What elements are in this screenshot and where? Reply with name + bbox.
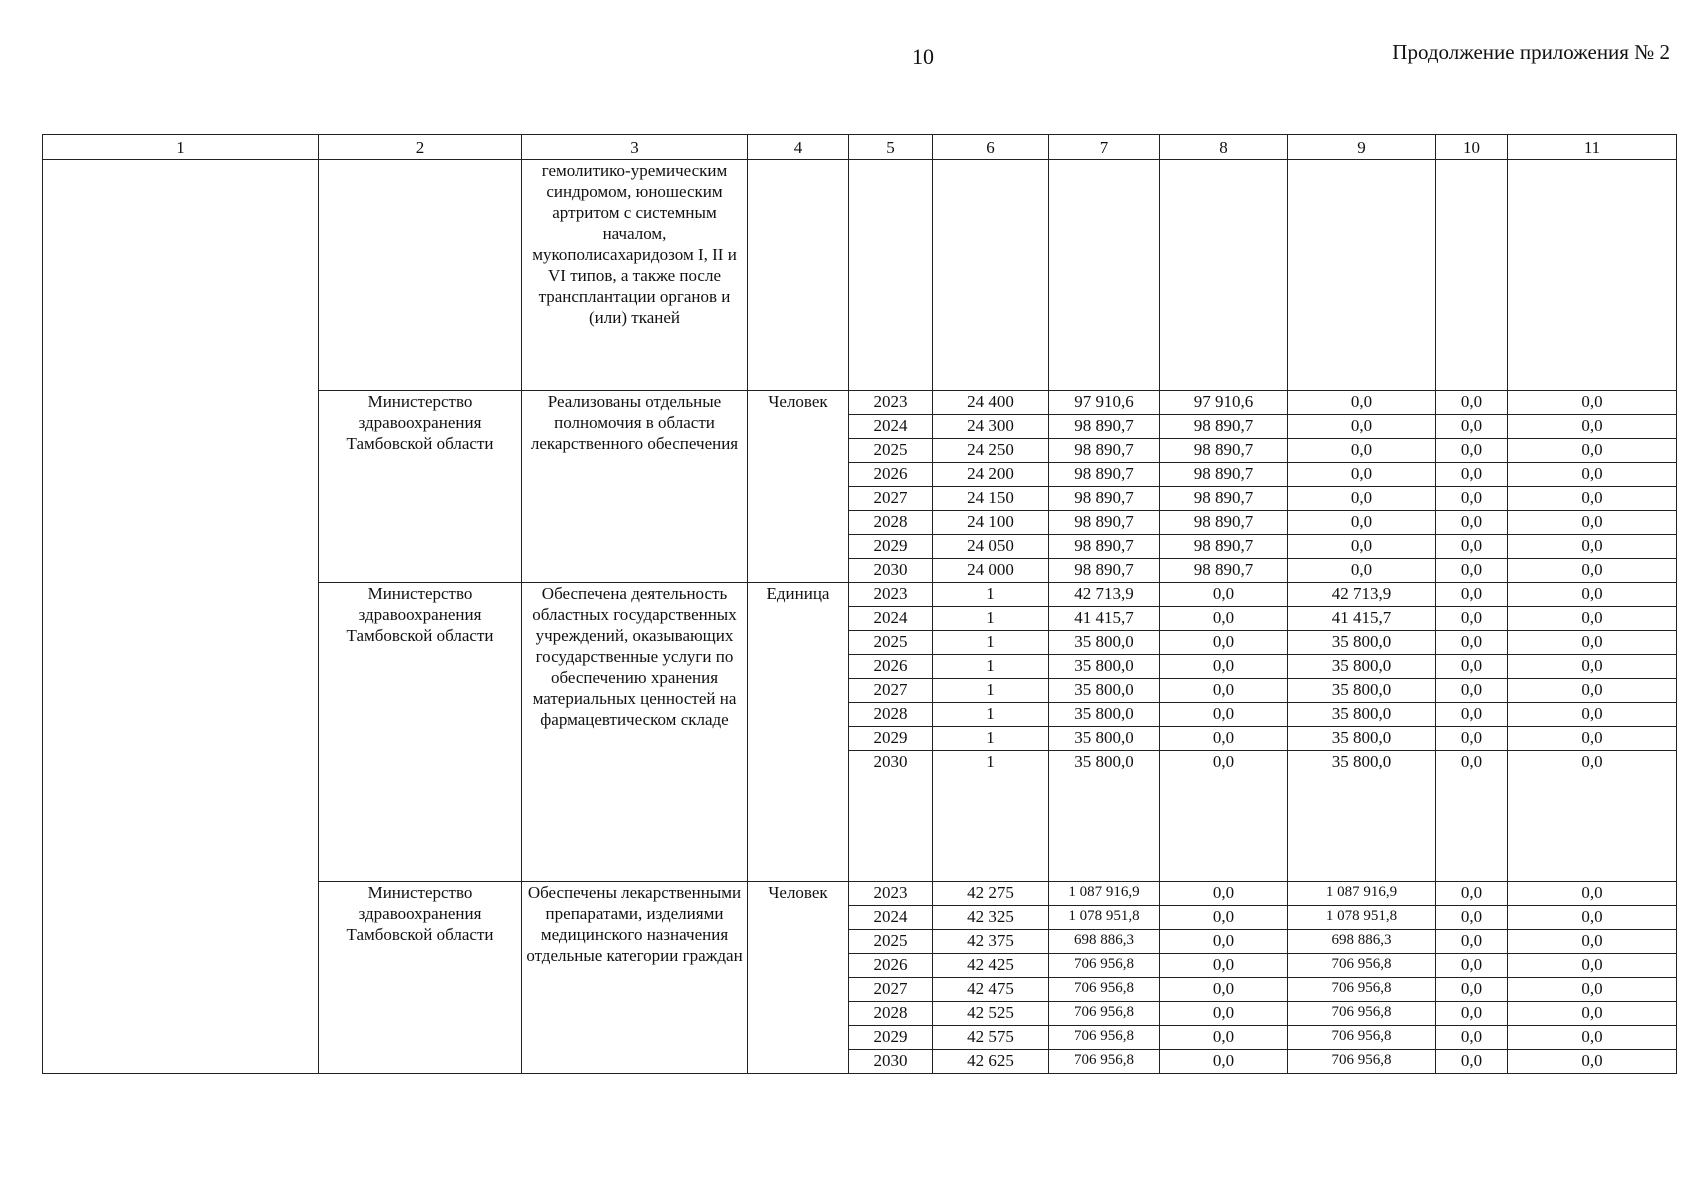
- value-cell: 24 000: [933, 559, 1049, 583]
- cell-col1: [43, 160, 319, 1074]
- year-cell: 2026: [849, 655, 933, 679]
- value-cell: 1: [933, 631, 1049, 655]
- value-cell: 35 800,0: [1288, 751, 1436, 882]
- value-cell: 706 956,8: [1288, 1002, 1436, 1026]
- value-cell: 0,0: [1436, 751, 1508, 882]
- year-cell: 2023: [849, 583, 933, 607]
- value-cell: 0,0: [1436, 463, 1508, 487]
- value-cell: 24 050: [933, 535, 1049, 559]
- column-header: 5: [849, 135, 933, 160]
- value-cell: 35 800,0: [1049, 679, 1160, 703]
- ministry-cell: Министерство здравоохранения Тамбовской области: [319, 391, 522, 583]
- value-cell: 0,0: [1288, 511, 1436, 535]
- cell-col4: [748, 160, 849, 391]
- cell-col5: [849, 160, 933, 391]
- value-cell: 0,0: [1508, 655, 1677, 679]
- value-cell: 0,0: [1288, 439, 1436, 463]
- value-cell: 0,0: [1508, 1050, 1677, 1074]
- value-cell: 98 890,7: [1160, 511, 1288, 535]
- value-cell: 1 087 916,9: [1288, 882, 1436, 906]
- value-cell: 0,0: [1436, 930, 1508, 954]
- unit-cell: Человек: [748, 882, 849, 1074]
- value-cell: 698 886,3: [1049, 930, 1160, 954]
- value-cell: 24 200: [933, 463, 1049, 487]
- cell-col10: [1436, 160, 1508, 391]
- value-cell: 0,0: [1160, 1050, 1288, 1074]
- year-cell: 2029: [849, 535, 933, 559]
- value-cell: 0,0: [1508, 930, 1677, 954]
- result-cell: Обеспечены лекарственными препаратами, изделиями медицинского назначения отдельные категории граждан: [522, 882, 748, 1074]
- value-cell: 0,0: [1436, 906, 1508, 930]
- value-cell: 0,0: [1436, 954, 1508, 978]
- value-cell: 1 078 951,8: [1049, 906, 1160, 930]
- year-cell: 2027: [849, 978, 933, 1002]
- value-cell: 24 300: [933, 415, 1049, 439]
- year-cell: 2024: [849, 607, 933, 631]
- value-cell: 1: [933, 607, 1049, 631]
- cell-col8: [1160, 160, 1288, 391]
- value-cell: 42 425: [933, 954, 1049, 978]
- value-cell: 0,0: [1508, 439, 1677, 463]
- value-cell: 0,0: [1436, 391, 1508, 415]
- value-cell: 0,0: [1436, 679, 1508, 703]
- value-cell: 35 800,0: [1049, 727, 1160, 751]
- value-cell: 97 910,6: [1049, 391, 1160, 415]
- value-cell: 1: [933, 703, 1049, 727]
- year-cell: 2024: [849, 415, 933, 439]
- value-cell: 42 475: [933, 978, 1049, 1002]
- value-cell: 98 890,7: [1160, 439, 1288, 463]
- column-header: 1: [43, 135, 319, 160]
- value-cell: 0,0: [1508, 463, 1677, 487]
- value-cell: 0,0: [1160, 906, 1288, 930]
- ministry-cell: Министерство здравоохранения Тамбовской области: [319, 882, 522, 1074]
- value-cell: 706 956,8: [1288, 954, 1436, 978]
- unit-cell: Человек: [748, 391, 849, 583]
- year-cell: 2025: [849, 631, 933, 655]
- value-cell: 35 800,0: [1049, 751, 1160, 882]
- value-cell: 0,0: [1508, 906, 1677, 930]
- value-cell: 0,0: [1160, 607, 1288, 631]
- value-cell: 42 713,9: [1049, 583, 1160, 607]
- value-cell: 98 890,7: [1160, 463, 1288, 487]
- value-cell: 0,0: [1288, 463, 1436, 487]
- value-cell: 706 956,8: [1049, 954, 1160, 978]
- column-header: 7: [1049, 135, 1160, 160]
- value-cell: 42 625: [933, 1050, 1049, 1074]
- column-header: 6: [933, 135, 1049, 160]
- value-cell: 0,0: [1436, 415, 1508, 439]
- value-cell: 0,0: [1436, 978, 1508, 1002]
- value-cell: 35 800,0: [1288, 727, 1436, 751]
- page-caption: Продолжение приложения № 2: [1392, 40, 1670, 64]
- value-cell: 98 890,7: [1160, 487, 1288, 511]
- data-table: [42, 134, 1677, 1074]
- year-cell: 2030: [849, 559, 933, 583]
- value-cell: 0,0: [1508, 1002, 1677, 1026]
- result-cell: Реализованы отдельные полномочия в области лекарственного обеспечения: [522, 391, 748, 583]
- value-cell: 24 100: [933, 511, 1049, 535]
- result-cell: Обеспечена деятельность областных государственных учреждений, оказывающих государственные услуги по обеспечению хранения материальных ценностей на фармацевтическом складе: [522, 583, 748, 882]
- value-cell: 98 890,7: [1049, 559, 1160, 583]
- value-cell: 0,0: [1508, 583, 1677, 607]
- value-cell: 0,0: [1436, 1050, 1508, 1074]
- value-cell: 98 890,7: [1049, 463, 1160, 487]
- value-cell: 24 400: [933, 391, 1049, 415]
- value-cell: 0,0: [1436, 607, 1508, 631]
- value-cell: 98 890,7: [1049, 511, 1160, 535]
- value-cell: 35 800,0: [1288, 703, 1436, 727]
- value-cell: 0,0: [1436, 655, 1508, 679]
- value-cell: 0,0: [1508, 679, 1677, 703]
- value-cell: 706 956,8: [1049, 1050, 1160, 1074]
- value-cell: 0,0: [1160, 1002, 1288, 1026]
- value-cell: 0,0: [1508, 882, 1677, 906]
- value-cell: 97 910,6: [1160, 391, 1288, 415]
- value-cell: 42 575: [933, 1026, 1049, 1050]
- value-cell: 0,0: [1436, 487, 1508, 511]
- value-cell: 0,0: [1508, 511, 1677, 535]
- value-cell: 0,0: [1436, 535, 1508, 559]
- value-cell: 98 890,7: [1160, 559, 1288, 583]
- value-cell: 41 415,7: [1049, 607, 1160, 631]
- year-cell: 2026: [849, 463, 933, 487]
- value-cell: 35 800,0: [1049, 703, 1160, 727]
- value-cell: 98 890,7: [1160, 415, 1288, 439]
- year-cell: 2024: [849, 906, 933, 930]
- year-cell: 2023: [849, 882, 933, 906]
- cell-col11: [1508, 160, 1677, 391]
- cell-col7: [1049, 160, 1160, 391]
- value-cell: 0,0: [1160, 583, 1288, 607]
- value-cell: 0,0: [1160, 882, 1288, 906]
- value-cell: 706 956,8: [1049, 1002, 1160, 1026]
- value-cell: 41 415,7: [1288, 607, 1436, 631]
- column-header: 11: [1508, 135, 1677, 160]
- value-cell: 1: [933, 679, 1049, 703]
- value-cell: 1 078 951,8: [1288, 906, 1436, 930]
- year-cell: 2025: [849, 930, 933, 954]
- ministry-cell: Министерство здравоохранения Тамбовской области: [319, 583, 522, 882]
- year-cell: 2025: [849, 439, 933, 463]
- value-cell: 0,0: [1160, 679, 1288, 703]
- value-cell: 0,0: [1436, 1026, 1508, 1050]
- column-header: 10: [1436, 135, 1508, 160]
- value-cell: 35 800,0: [1049, 631, 1160, 655]
- year-cell: 2026: [849, 954, 933, 978]
- value-cell: 0,0: [1160, 703, 1288, 727]
- value-cell: 0,0: [1288, 415, 1436, 439]
- value-cell: 0,0: [1160, 655, 1288, 679]
- value-cell: 706 956,8: [1288, 1026, 1436, 1050]
- value-cell: 98 890,7: [1049, 415, 1160, 439]
- value-cell: 706 956,8: [1288, 978, 1436, 1002]
- value-cell: 0,0: [1508, 954, 1677, 978]
- year-cell: 2023: [849, 391, 933, 415]
- year-cell: 2029: [849, 1026, 933, 1050]
- value-cell: 0,0: [1508, 978, 1677, 1002]
- value-cell: 0,0: [1160, 954, 1288, 978]
- value-cell: 0,0: [1508, 631, 1677, 655]
- value-cell: 0,0: [1160, 727, 1288, 751]
- cell-col6: [933, 160, 1049, 391]
- value-cell: 42 375: [933, 930, 1049, 954]
- column-header: 4: [748, 135, 849, 160]
- unit-cell: Единица: [748, 583, 849, 882]
- continuation-row: [43, 160, 1677, 391]
- year-cell: 2028: [849, 511, 933, 535]
- continuation-text: гемолитико-уремическим синдромом, юношеским артритом с системным началом, мукополисахаридозом I, II и VI типов, а также после трансплантации органов и (или) тканей: [522, 160, 748, 391]
- cell-col2: [319, 160, 522, 391]
- value-cell: 98 890,7: [1049, 535, 1160, 559]
- column-header: 8: [1160, 135, 1288, 160]
- column-number-row: [43, 135, 1677, 160]
- value-cell: 0,0: [1508, 703, 1677, 727]
- value-cell: 698 886,3: [1288, 930, 1436, 954]
- value-cell: 706 956,8: [1049, 978, 1160, 1002]
- year-cell: 2027: [849, 679, 933, 703]
- page-number: 10: [912, 44, 934, 69]
- column-header: 9: [1288, 135, 1436, 160]
- value-cell: 0,0: [1508, 391, 1677, 415]
- value-cell: 0,0: [1508, 487, 1677, 511]
- value-cell: 0,0: [1288, 559, 1436, 583]
- value-cell: 42 525: [933, 1002, 1049, 1026]
- year-cell: 2029: [849, 727, 933, 751]
- column-header: 3: [522, 135, 748, 160]
- value-cell: 0,0: [1436, 559, 1508, 583]
- value-cell: 706 956,8: [1049, 1026, 1160, 1050]
- value-cell: 0,0: [1288, 487, 1436, 511]
- value-cell: 0,0: [1160, 631, 1288, 655]
- value-cell: 0,0: [1436, 583, 1508, 607]
- value-cell: 0,0: [1288, 391, 1436, 415]
- value-cell: 1: [933, 655, 1049, 679]
- value-cell: 24 150: [933, 487, 1049, 511]
- value-cell: 0,0: [1160, 751, 1288, 882]
- value-cell: 0,0: [1508, 1026, 1677, 1050]
- value-cell: 0,0: [1160, 930, 1288, 954]
- value-cell: 706 956,8: [1288, 1050, 1436, 1074]
- column-header: 2: [319, 135, 522, 160]
- value-cell: 42 713,9: [1288, 583, 1436, 607]
- value-cell: 98 890,7: [1160, 535, 1288, 559]
- value-cell: 42 325: [933, 906, 1049, 930]
- value-cell: 0,0: [1508, 415, 1677, 439]
- value-cell: 0,0: [1288, 535, 1436, 559]
- value-cell: 35 800,0: [1049, 655, 1160, 679]
- year-cell: 2028: [849, 703, 933, 727]
- value-cell: 0,0: [1508, 535, 1677, 559]
- value-cell: 1: [933, 583, 1049, 607]
- value-cell: 35 800,0: [1288, 631, 1436, 655]
- value-cell: 35 800,0: [1288, 655, 1436, 679]
- value-cell: 0,0: [1508, 559, 1677, 583]
- value-cell: 35 800,0: [1288, 679, 1436, 703]
- value-cell: 0,0: [1436, 882, 1508, 906]
- year-cell: 2030: [849, 751, 933, 882]
- value-cell: 1: [933, 751, 1049, 882]
- value-cell: 0,0: [1508, 727, 1677, 751]
- value-cell: 1 087 916,9: [1049, 882, 1160, 906]
- value-cell: 1: [933, 727, 1049, 751]
- year-cell: 2028: [849, 1002, 933, 1026]
- value-cell: 0,0: [1436, 703, 1508, 727]
- value-cell: 0,0: [1436, 631, 1508, 655]
- cell-col9: [1288, 160, 1436, 391]
- value-cell: 0,0: [1508, 751, 1677, 882]
- value-cell: 0,0: [1160, 1026, 1288, 1050]
- value-cell: 0,0: [1436, 511, 1508, 535]
- value-cell: 42 275: [933, 882, 1049, 906]
- value-cell: 0,0: [1160, 978, 1288, 1002]
- year-cell: 2030: [849, 1050, 933, 1074]
- value-cell: 98 890,7: [1049, 439, 1160, 463]
- value-cell: 24 250: [933, 439, 1049, 463]
- value-cell: 0,0: [1436, 439, 1508, 463]
- value-cell: 98 890,7: [1049, 487, 1160, 511]
- value-cell: 0,0: [1436, 727, 1508, 751]
- value-cell: 0,0: [1436, 1002, 1508, 1026]
- year-cell: 2027: [849, 487, 933, 511]
- value-cell: 0,0: [1508, 607, 1677, 631]
